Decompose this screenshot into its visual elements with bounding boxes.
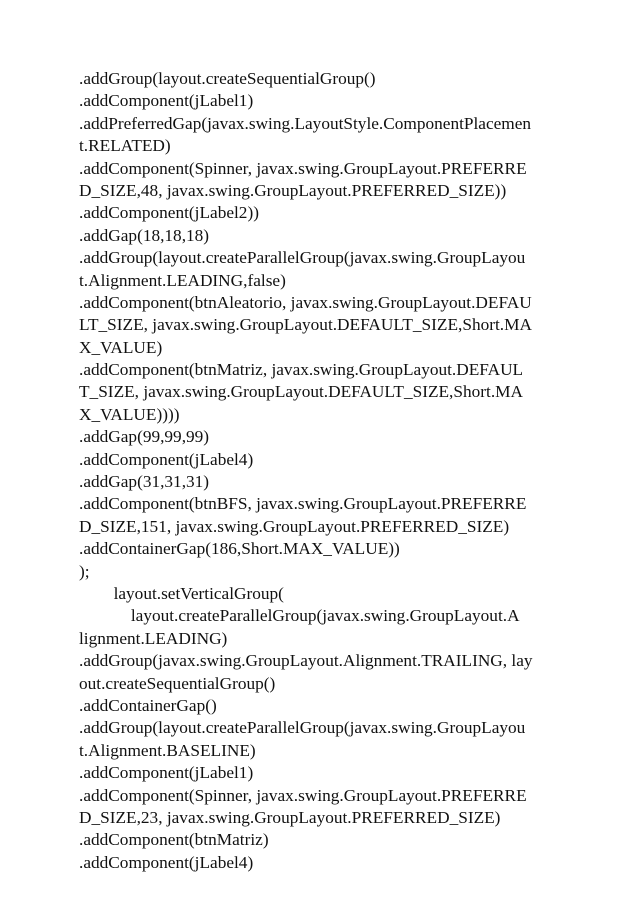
code-line: .addContainerGap(186,Short.MAX_VALUE)) xyxy=(79,539,400,559)
code-line: layout.createParallelGroup(javax.swing.GroupLayout.A xyxy=(79,606,520,626)
code-line: .addComponent(jLabel1) xyxy=(79,91,254,111)
code-line: .addGap(31,31,31) xyxy=(79,472,210,492)
code-line: .addComponent(Spinner, javax.swing.GroupLayout.PREFERRE xyxy=(79,785,527,805)
code-line: .addGroup(layout.createParallelGroup(javax.swing.GroupLayou xyxy=(79,248,526,268)
code-line: .addComponent(btnBFS, javax.swing.GroupLayout.PREFERRE xyxy=(79,494,527,514)
code-line: T_SIZE, javax.swing.GroupLayout.DEFAULT_SIZE,Short.MA xyxy=(79,382,523,402)
code-line: layout.setVerticalGroup( xyxy=(79,583,284,603)
code-line: .addGap(99,99,99) xyxy=(79,427,210,447)
code-line: .addGroup(layout.createSequentialGroup() xyxy=(79,69,376,88)
code-line: .addComponent(jLabel4) xyxy=(79,449,254,469)
code-line: .addComponent(jLabel1) xyxy=(79,763,254,783)
code-line: D_SIZE,23, javax.swing.GroupLayout.PREFERRED_SIZE) xyxy=(79,807,501,827)
code-line: .addComponent(btnMatriz) xyxy=(79,830,269,850)
code-line: lignment.LEADING) xyxy=(79,628,228,648)
code-line: .addGroup(javax.swing.GroupLayout.Alignment.TRAILING, lay xyxy=(79,651,533,671)
code-line: t.Alignment.LEADING,false) xyxy=(79,270,286,290)
code-line: .addComponent(Spinner, javax.swing.GroupLayout.PREFERRE xyxy=(79,158,527,178)
code-line: t.RELATED) xyxy=(79,136,171,156)
code-line: ); xyxy=(79,561,90,581)
code-line: .addContainerGap() xyxy=(79,695,217,715)
code-listing xyxy=(79,68,579,874)
code-line: .addGroup(layout.createParallelGroup(javax.swing.GroupLayou xyxy=(79,718,526,738)
code-line: t.Alignment.BASELINE) xyxy=(79,740,256,760)
code-line: .addComponent(jLabel2)) xyxy=(79,203,259,223)
code-line: X_VALUE) xyxy=(79,337,163,357)
code-line: D_SIZE,48, javax.swing.GroupLayout.PREFERRED_SIZE)) xyxy=(79,180,507,200)
code-line: .addPreferredGap(javax.swing.LayoutStyle.ComponentPlacemen xyxy=(79,113,532,133)
code-line: X_VALUE)))) xyxy=(79,404,180,424)
code-line: .addComponent(btnMatriz, javax.swing.GroupLayout.DEFAUL xyxy=(79,360,524,380)
code-line: LT_SIZE, javax.swing.GroupLayout.DEFAULT_SIZE,Short.MA xyxy=(79,315,532,335)
code-line: .addComponent(btnAleatorio, javax.swing.GroupLayout.DEFAU xyxy=(79,292,532,312)
code-line: .addGap(18,18,18) xyxy=(79,225,210,245)
code-line: out.createSequentialGroup() xyxy=(79,673,276,693)
code-line: D_SIZE,151, javax.swing.GroupLayout.PREFERRED_SIZE) xyxy=(79,516,510,536)
code-line: .addComponent(jLabel4) xyxy=(79,852,254,872)
